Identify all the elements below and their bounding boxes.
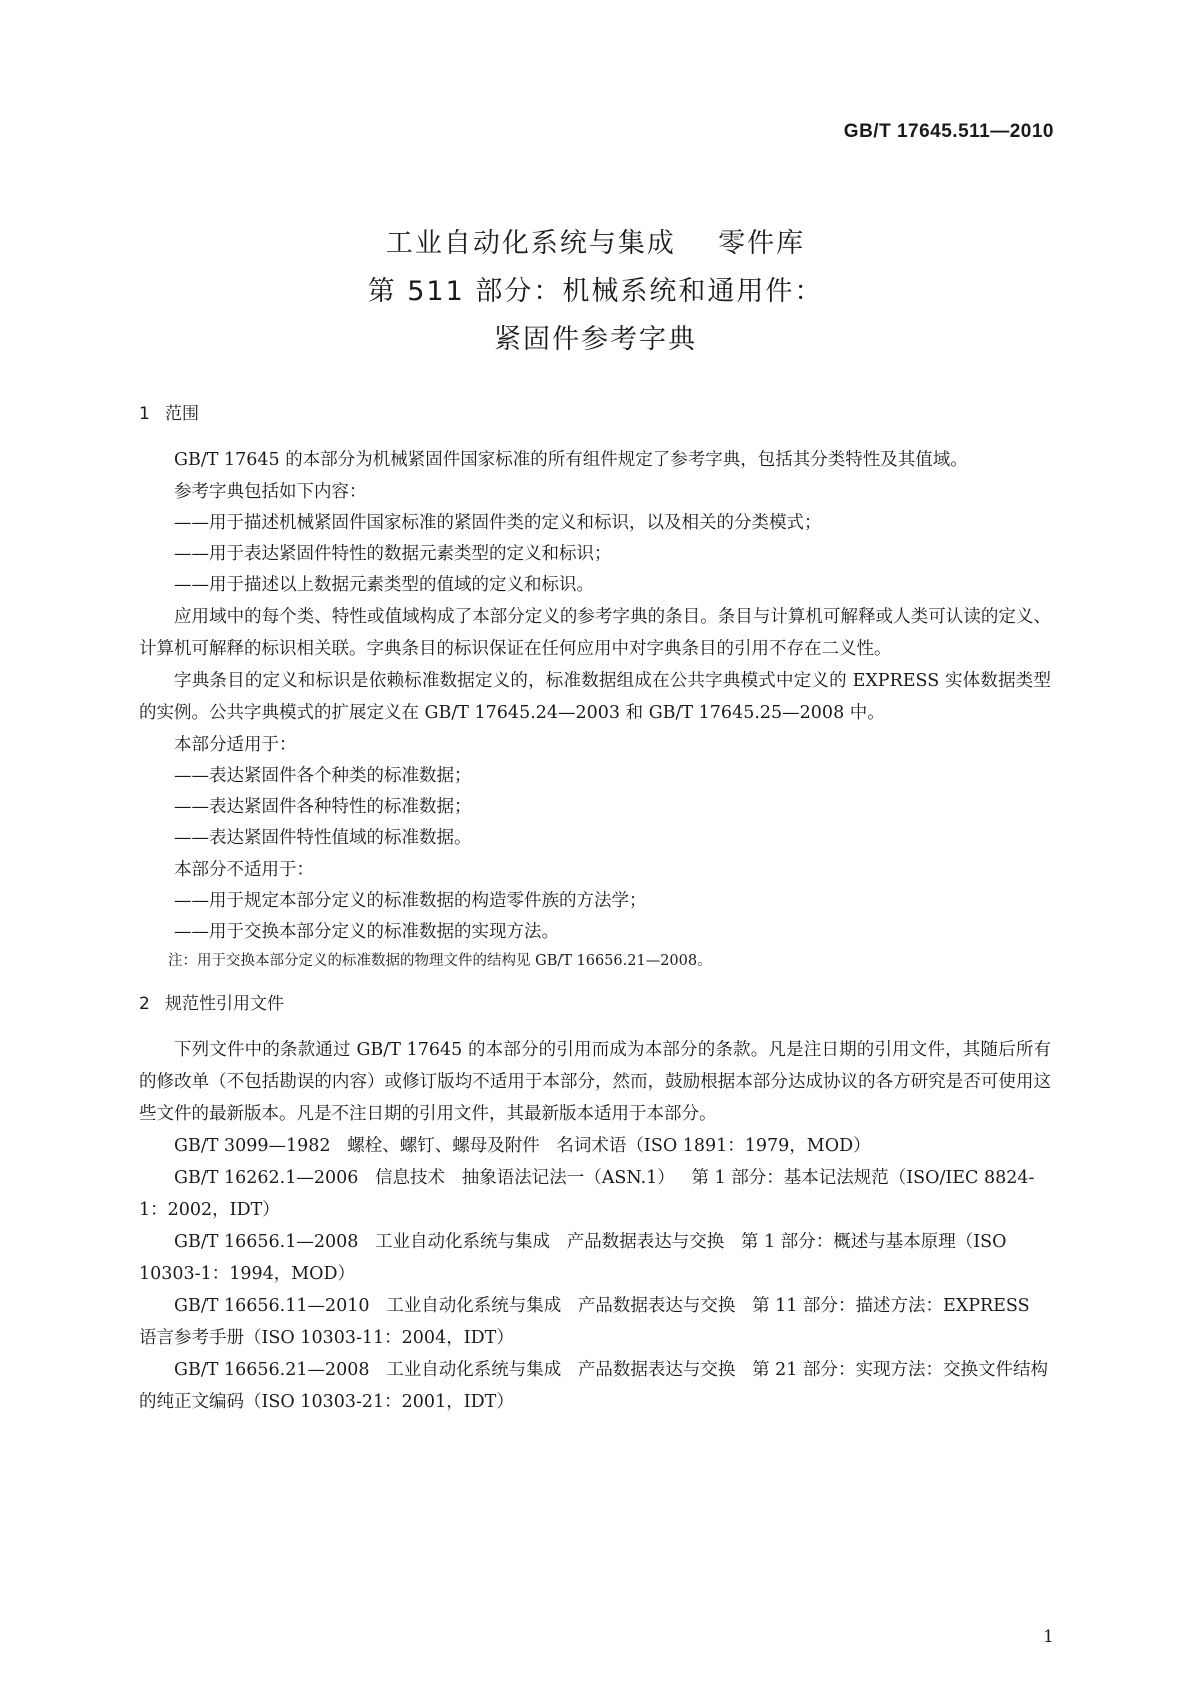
reference-item: GB/T 16656.1—2008 工业自动化系统与集成 产品数据表达与交换 第 1 部分：概述与基本原理（ISO 10303-1：1994，MOD） [139,1232,1013,1284]
reference-item: GB/T 3099—1982 螺栓、螺钉、螺母及附件 名词术语（ISO 1891：1979，MOD） [174,1136,871,1156]
list-item: ——表达紧固件特性值域的标准数据。 [174,828,472,848]
title-line-1: 工业自动化系统与集成 零件库 [385,228,806,259]
list-item: ——表达紧固件各种特性的标准数据； [174,797,472,817]
title-line-3: 紧固件参考字典 [494,324,697,355]
list-item: ——表达紧固件各个种类的标准数据； [174,766,472,786]
paragraph: GB/T 17645 的本部分为机械紧固件国家标准的所有组件规定了参考字典，包括其分类特性及其值域。 [174,450,968,470]
reference-item: GB/T 16656.11—2010 工业自动化系统与集成 产品数据表达与交换 第 11 部分：描述方法：EXPRESS 语言参考手册（ISO 10303-11：2004，IDT） [139,1296,1036,1348]
section-1-number: 1 [139,404,150,424]
paragraph: 下列文件中的条款通过 GB/T 17645 的本部分的引用而成为本部分的条款。凡是注日期的引用文件，其随后所有的修改单（不包括勘误的内容）或修订版均不适用于本部分，然而，鼓励根据本部分达成协议的各方研究是否可使用这些文件的最新版本。凡是不注日期的引用文件，其最新版本适用于本部分。 [139,1040,1051,1124]
list-item: ——用于描述机械紧固件国家标准的紧固件类的定义和标识，以及相关的分类模式； [174,513,822,533]
paragraph: 本部分适用于： [174,735,297,755]
section-2-title: 规范性引用文件 [165,994,284,1014]
paragraph: 本部分不适用于： [174,860,314,880]
reference-item: GB/T 16656.21—2008 工业自动化系统与集成 产品数据表达与交换 第 21 部分：实现方法：交换文件结构的纯正文编码（ISO 10303-21：2001，IDT） [139,1360,1048,1412]
document-title [0,220,1191,364]
list-item: ——用于描述以上数据元素类型的值域的定义和标识。 [174,575,594,595]
section-2-number: 2 [139,994,150,1014]
paragraph: 参考字典包括如下内容： [174,482,367,502]
list-item: ——用于规定本部分定义的标准数据的构造零件族的方法学； [174,891,647,911]
standard-number: GB/T 17645.511—2010 [843,121,1054,142]
list-item: ——用于交换本部分定义的标准数据的实现方法。 [174,922,559,942]
list-item: ——用于表达紧固件特性的数据元素类型的定义和标识； [174,544,612,564]
paragraph: 应用域中的每个类、特性或值域构成了本部分定义的参考字典的条目。条目与计算机可解释或人类可认读的定义、计算机可解释的标识相关联。字典条目的标识保证在任何应用中对字典条目的引用不存在二义性。 [139,607,1051,659]
section-1-heading [139,402,1051,426]
note: 注：用于交换本部分定义的标准数据的物理文件的结构见 GB/T 16656.21—2008。 [168,953,712,969]
section-2-heading [139,992,1051,1016]
title-line-2: 第 511 部分：机械系统和通用件： [367,276,824,307]
page-number: 1 [1043,1627,1054,1647]
document-body [139,402,1051,1418]
section-1-title: 范围 [165,404,199,424]
reference-item: GB/T 16262.1—2006 信息技术 抽象语法记法一（ASN.1） 第 1 部分：基本记法规范（ISO/IEC 8824-1：2002，IDT） [139,1168,1035,1220]
paragraph: 字典条目的定义和标识是依赖标准数据定义的，标准数据组成在公共字典模式中定义的 EXPRESS 实体数据类型的实例。公共字典模式的扩展定义在 GB/T 17645.24—2003 和 GB/T 17645.25—2008 中。 [139,671,1051,723]
